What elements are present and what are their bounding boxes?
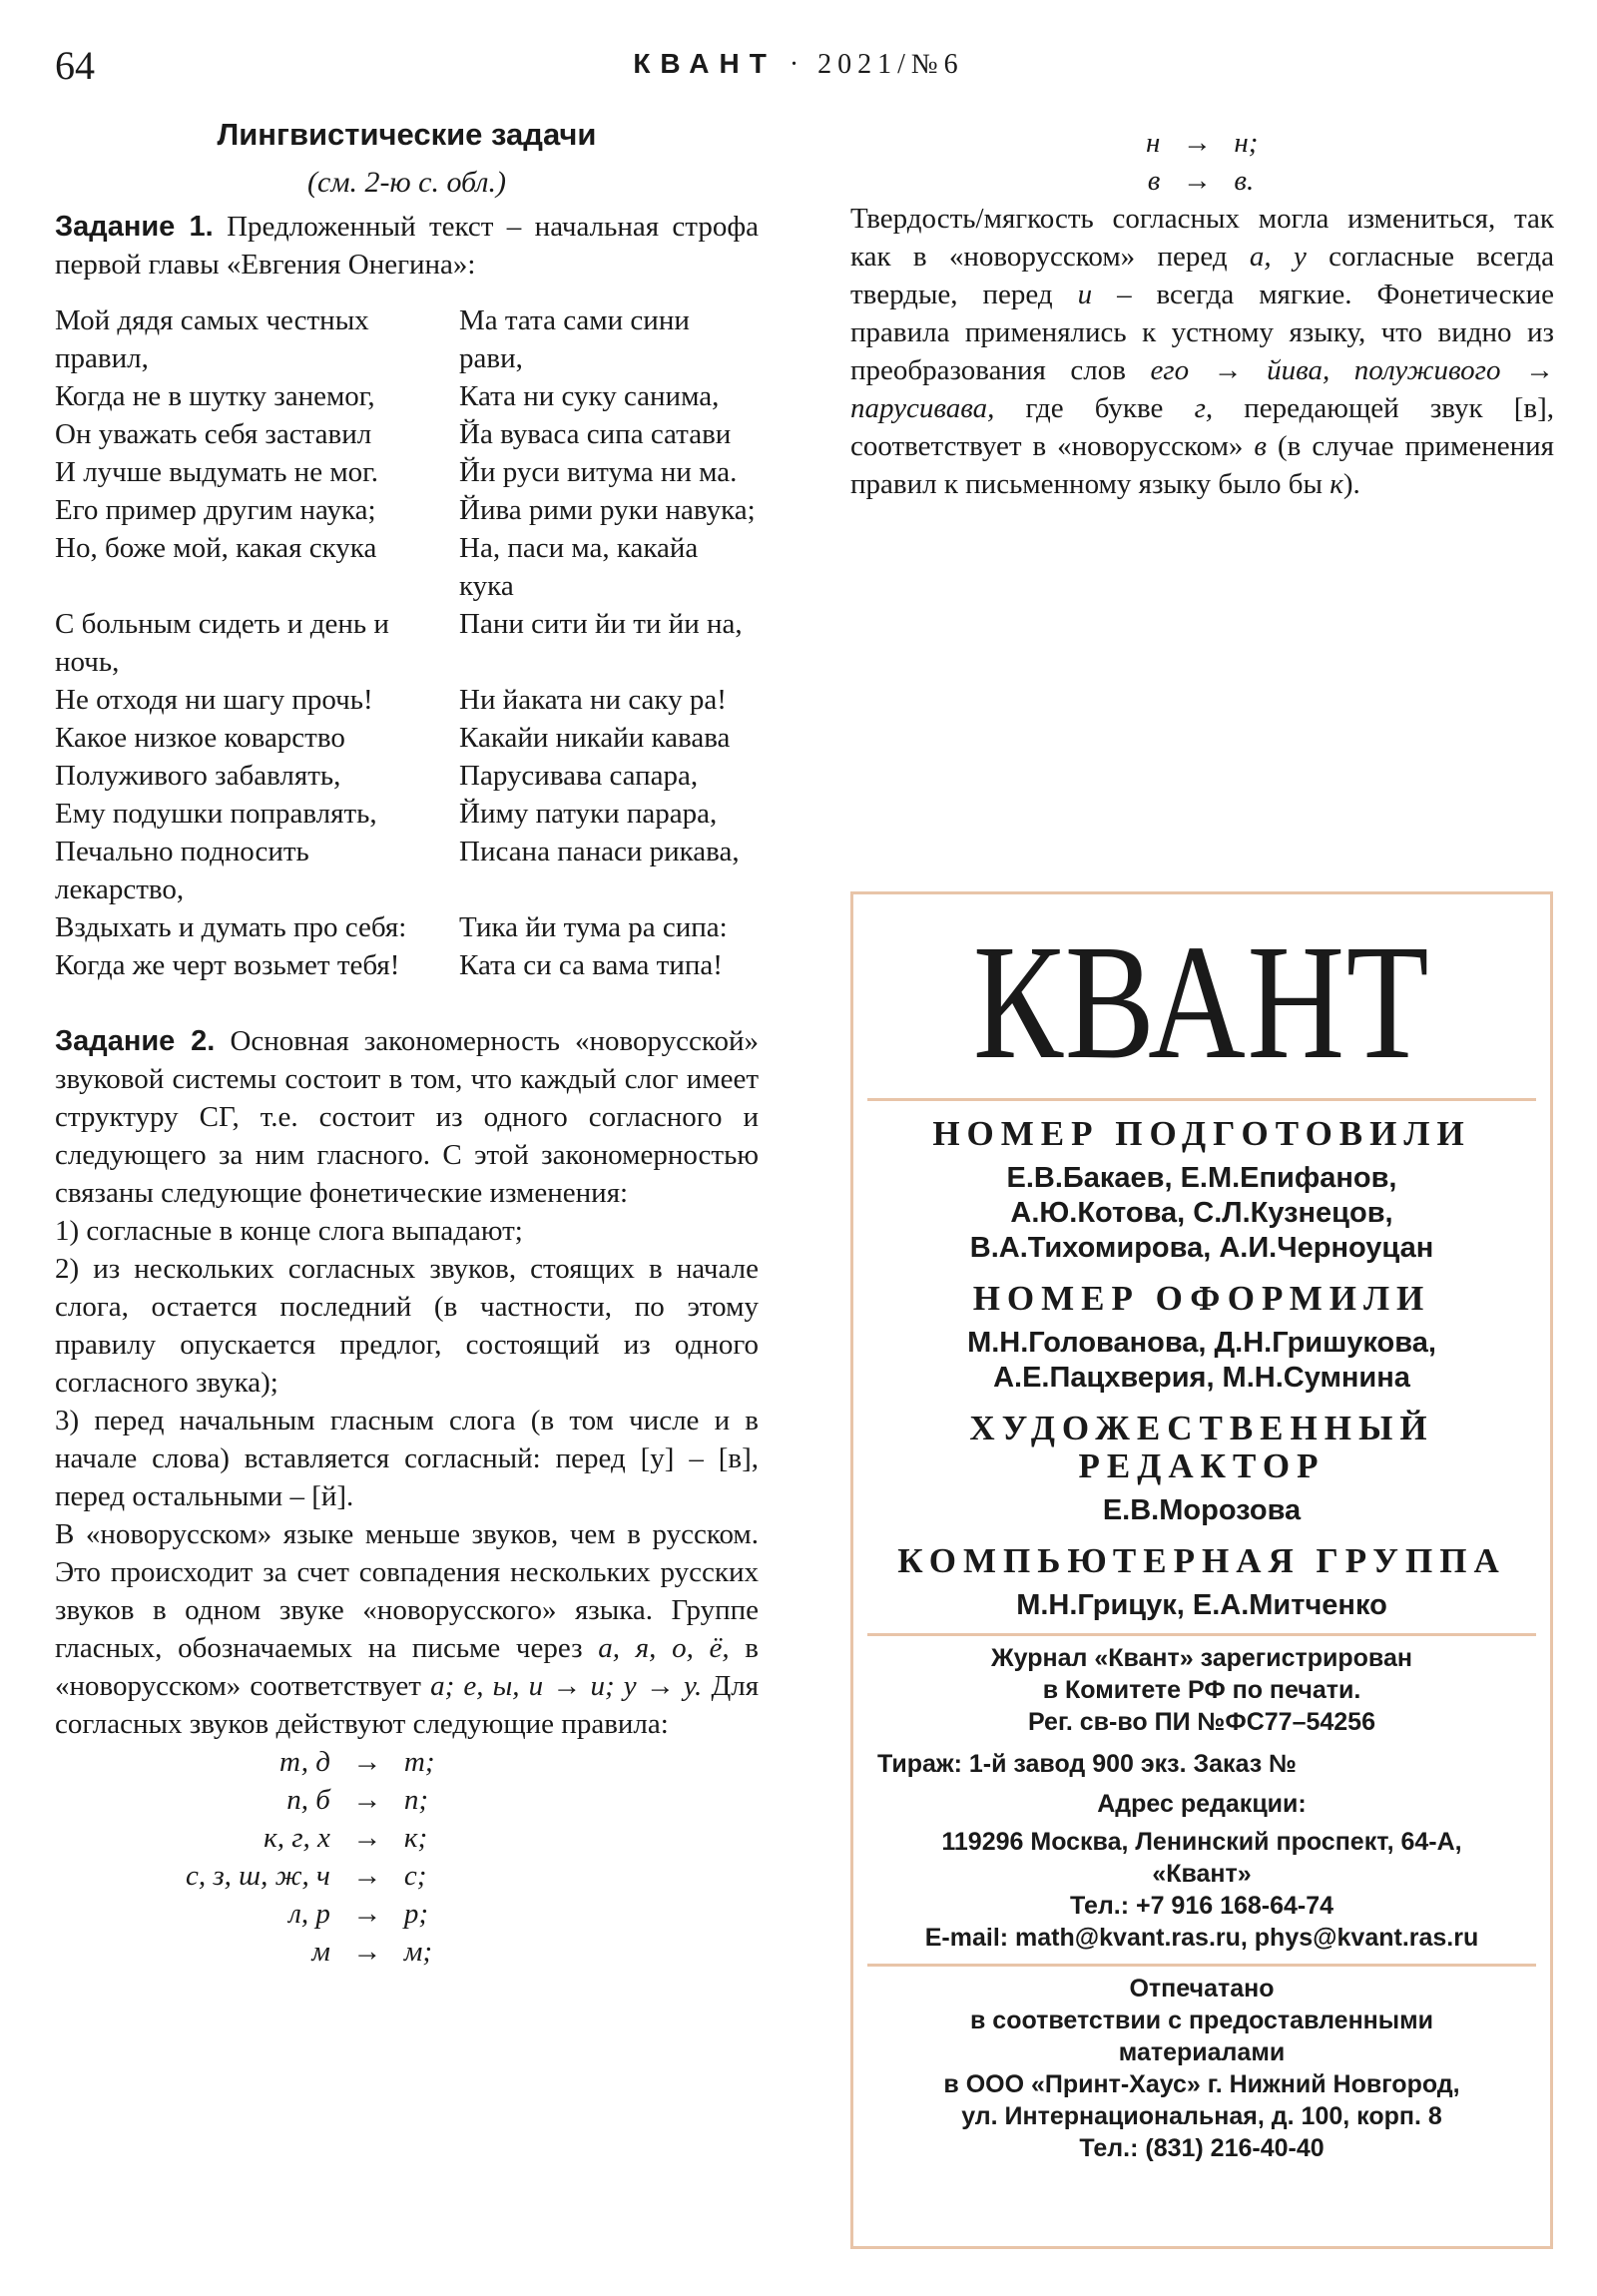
poem-row bbox=[55, 605, 759, 681]
printing-line: в соответствии с предоставленными bbox=[969, 2007, 1433, 2034]
consonant-rule bbox=[1140, 162, 1264, 200]
poem-line-novorussian: Ни йаката ни саку ра! bbox=[459, 684, 727, 716]
arrow-icon: → bbox=[352, 1822, 382, 1854]
names-line: В.А.Тихомирова, А.И.Черноуцан bbox=[969, 1232, 1434, 1264]
heading-line: ХУДОЖЕСТВЕННЫЙ bbox=[969, 1409, 1434, 1447]
text-fragment: (в случае применения правил к письменному языку было бы bbox=[850, 430, 1554, 500]
poem-line-russian: Ему подушки поправлять, bbox=[55, 798, 377, 830]
poem-line-novorussian: Йи руси витума ни ма. bbox=[459, 456, 738, 488]
text-fragment: в «новорусском» соответствует bbox=[55, 1632, 759, 1702]
poem-line-novorussian: Ката си са вама типа! bbox=[459, 949, 723, 981]
arrow-icon: → bbox=[552, 1670, 582, 1702]
printing-line: в ООО «Принт-Хаус» г. Нижний Новгород, bbox=[943, 2070, 1460, 2098]
rule-target: в. bbox=[1234, 165, 1255, 197]
text-fragment: Для согласных звуков действуют следующие правила: bbox=[55, 1670, 760, 1740]
poem-row bbox=[55, 946, 759, 984]
rule-source: м bbox=[311, 1936, 330, 1968]
vowel-group: и bbox=[1077, 279, 1093, 310]
left-column bbox=[55, 110, 759, 1971]
rule-source: л, р bbox=[288, 1898, 330, 1930]
arrow-icon: → bbox=[1182, 127, 1212, 159]
poem-row bbox=[55, 757, 759, 795]
rule-target: н; bbox=[1234, 127, 1259, 159]
consonant-rules-continued bbox=[1140, 124, 1264, 200]
heading-computer-group: КОМПЬЮТЕРНАЯ ГРУППА bbox=[897, 1541, 1506, 1580]
task1-text: Предложенный текст – начальная строфа первой главы «Евгения Онегина»: bbox=[55, 211, 759, 281]
rule-source: с, з, ш, ж, ч bbox=[186, 1860, 330, 1892]
address-heading: Адрес редакции: bbox=[1097, 1790, 1307, 1818]
vowel-group: а; е, ы, и bbox=[430, 1670, 544, 1702]
arrow-icon: → bbox=[352, 1746, 382, 1778]
rule-1: 1) согласные в конце слога выпадают; bbox=[55, 1215, 523, 1247]
names-computer-group: М.Н.Грицук, Е.А.Митченко bbox=[1016, 1589, 1387, 1621]
arrow-icon: → bbox=[352, 1784, 382, 1816]
poem-line-novorussian: Ма тата сами сини рави, bbox=[459, 304, 690, 374]
sounds-paragraph bbox=[55, 1515, 759, 1743]
poem-row bbox=[55, 491, 759, 529]
vowel-group: у. bbox=[684, 1670, 703, 1702]
names-line: А.Е.Пацхверия, М.Н.Сумнина bbox=[993, 1362, 1410, 1394]
poem-line-russian: Когда же черт возьмет тебя! bbox=[55, 949, 400, 981]
names-art-editor: Е.В.Морозова bbox=[1102, 1494, 1302, 1526]
divider bbox=[867, 1633, 1536, 1636]
poem-row bbox=[55, 833, 759, 908]
rule-source: т, д bbox=[279, 1746, 330, 1778]
text-fragment: – всегда мягкие. Фонетические правила применялись к устному языку, что видно из преобразования слов bbox=[850, 279, 1554, 386]
rule-target: т; bbox=[403, 1746, 435, 1778]
poem-line-russian: Когда не в шутку занемог, bbox=[55, 380, 375, 412]
printing-line: материалами bbox=[1118, 2038, 1286, 2066]
example-letter: в bbox=[1254, 430, 1268, 462]
poem-line-russian: Какое низкое коварство bbox=[55, 722, 345, 754]
poem-line-novorussian: Писана панаси рикава, bbox=[459, 836, 740, 867]
arrow-icon: → bbox=[1525, 354, 1555, 386]
rule-target: к; bbox=[403, 1822, 428, 1854]
poem-row bbox=[55, 681, 759, 719]
names-line: А.Ю.Котова, С.Л.Кузнецов, bbox=[1010, 1197, 1393, 1229]
rule-3: 3) перед начальным гласным слога (в том числе и в начале слова) вставляется согласный: перед [у] – [в], перед остальными – [й]. bbox=[55, 1405, 759, 1512]
registration-line: Рег. св-во ПИ №ФС77–54256 bbox=[1028, 1708, 1375, 1736]
poem-line-russian: Его пример другим наука; bbox=[55, 494, 376, 526]
imprint-box bbox=[850, 891, 1553, 2249]
consonant-rules bbox=[180, 1743, 441, 1971]
example-letter: к bbox=[1330, 468, 1343, 500]
poem-line-novorussian: Йиму патуки парара, bbox=[459, 798, 718, 830]
poem-line-novorussian: Парусивава сапара, bbox=[459, 760, 699, 792]
phone: Тел.: +7 916 168-64-74 bbox=[1069, 1892, 1334, 1920]
example-word: парусивава, bbox=[850, 392, 995, 424]
issue-number: · 2021/№6 bbox=[789, 49, 964, 80]
consonant-rule bbox=[180, 1743, 441, 1781]
text-fragment: передающей звук [в], соответствует в «новорусском» bbox=[850, 392, 1554, 462]
consonant-rule bbox=[180, 1781, 441, 1819]
poem-line-novorussian: На, паси ма, какайа кука bbox=[459, 532, 699, 602]
poem-line-novorussian: Тика йи тума ра сипа: bbox=[459, 911, 728, 943]
poem-row bbox=[55, 795, 759, 833]
heading-line: РЕДАКТОР bbox=[1078, 1446, 1326, 1485]
poem-row bbox=[55, 453, 759, 491]
divider bbox=[867, 1964, 1536, 1967]
page-number: 64 bbox=[55, 43, 95, 88]
address-line: «Квант» bbox=[1152, 1860, 1252, 1888]
poem-row bbox=[55, 377, 759, 415]
arrow-icon: → bbox=[352, 1860, 382, 1892]
vowel-group: а, я, о, ё, bbox=[598, 1632, 730, 1664]
rule-target: м; bbox=[403, 1936, 433, 1968]
names-line: М.Н.Голованова, Д.Н.Гришукова, bbox=[967, 1327, 1436, 1359]
printing-line: Отпечатано bbox=[1129, 1975, 1275, 2003]
registration bbox=[853, 1642, 1550, 1738]
poem-row bbox=[55, 529, 759, 605]
rule-target: р; bbox=[403, 1898, 429, 1930]
example-word: йива, полуживого bbox=[1267, 354, 1501, 386]
section-subtitle: (см. 2-ю с. обл.) bbox=[307, 166, 506, 199]
task2-text: Основная закономерность «новорусской» звуковой системы состоит в том, что каждый слог имеет структуру СГ, т.е. состоит из одного согласного и следующего за ним гласного. С этой закономерностью связаны следующие фонетические изменения: bbox=[55, 1025, 760, 1209]
poem-line-russian: Мой дядя самых честных правил, bbox=[55, 304, 369, 374]
task1-paragraph bbox=[55, 208, 759, 284]
poem-line-russian: Не отходя ни шагу прочь! bbox=[55, 684, 373, 716]
rule-source: в bbox=[1147, 165, 1161, 197]
vowel-group: а, у bbox=[1249, 241, 1307, 273]
printing-line: ул. Интернациональная, д. 100, корп. 8 bbox=[961, 2102, 1442, 2130]
consonant-rule bbox=[180, 1857, 441, 1895]
section-title: Лингвистические задачи bbox=[217, 117, 597, 152]
heading-art-editor bbox=[853, 1410, 1550, 1485]
rule-source: к, г, х bbox=[264, 1822, 330, 1854]
address-line: 119296 Москва, Ленинский проспект, 64-А, bbox=[941, 1828, 1462, 1856]
rule-target: п; bbox=[403, 1784, 429, 1816]
poem-line-novorussian: Ката ни суку санима, bbox=[459, 380, 720, 412]
poem-row bbox=[55, 719, 759, 757]
task1-label: Задание 1. bbox=[55, 211, 214, 243]
rule-source: н bbox=[1146, 127, 1161, 159]
text-fragment: где букве bbox=[994, 392, 1195, 424]
example-word: его bbox=[1150, 354, 1190, 386]
heading-prepared: НОМЕР ПОДГОТОВИЛИ bbox=[932, 1114, 1471, 1153]
consonant-rule bbox=[180, 1895, 441, 1933]
poem-line-novorussian: Какайи никайи кавава bbox=[459, 722, 731, 754]
poem-line-russian: С больным сидеть и день и ночь, bbox=[55, 608, 389, 678]
arrow-icon: → bbox=[1182, 165, 1212, 197]
right-column bbox=[850, 110, 1554, 503]
consonant-rule bbox=[180, 1819, 441, 1857]
text-fragment: В «новорусском» языке меньше звуков, чем в русском. Это происходит за счет совпадения нескольких русских звуков в одном звуке «новорусского» языка. Группе гласных, обозначаемых на письме через bbox=[55, 1518, 759, 1664]
rule-target: с; bbox=[403, 1860, 427, 1892]
journal-name: КВАНТ bbox=[633, 48, 777, 79]
poem-line-novorussian: Йа вуваса сипа сатави bbox=[459, 418, 732, 450]
email: E-mail: math@kvant.ras.ru, phys@kvant.ras.ru bbox=[924, 1924, 1479, 1952]
task2-paragraph bbox=[55, 1022, 759, 1212]
poem-line-russian: Полуживого забавлять, bbox=[55, 760, 341, 792]
poem-row bbox=[55, 301, 759, 377]
arrow-icon: → bbox=[1213, 354, 1243, 386]
rule-2: 2) из нескольких согласных звуков, стоящих в начале слога, остается последний (в частности, по этому правилу опускается предлог, состоящий из одного согласного звука); bbox=[55, 1253, 759, 1399]
poem-table bbox=[55, 301, 759, 984]
rule-source: п, б bbox=[286, 1784, 330, 1816]
poem-line-russian: Вздыхать и думать про себя: bbox=[55, 911, 407, 943]
poem-row bbox=[55, 415, 759, 453]
registration-line: в Комитете РФ по печати. bbox=[1042, 1676, 1361, 1704]
arrow-icon: → bbox=[352, 1898, 382, 1930]
arrow-icon: → bbox=[352, 1936, 382, 1968]
poem-line-novorussian: Пани сити йи ти йи на, bbox=[459, 608, 743, 640]
printing-info bbox=[853, 1973, 1550, 2164]
poem-line-russian: И лучше выдумать не мог. bbox=[55, 456, 379, 488]
softness-paragraph bbox=[850, 200, 1554, 503]
journal-logo: КВАНТ bbox=[972, 910, 1431, 1093]
printing-line: Тел.: (831) 216-40-40 bbox=[1079, 2134, 1325, 2162]
running-head bbox=[0, 48, 1597, 81]
heading-designed: НОМЕР ОФОРМИЛИ bbox=[972, 1279, 1431, 1318]
text-fragment: ). bbox=[1342, 468, 1360, 500]
text-fragment: Твердость/мягкость согласных могла измениться, так как в «новорусском» перед bbox=[850, 203, 1554, 273]
example-letter: г, bbox=[1194, 392, 1214, 424]
poem-line-novorussian: Йива рими руки навука; bbox=[459, 494, 756, 526]
names-designed bbox=[853, 1326, 1550, 1396]
poem-line-russian: Но, боже мой, какая скука bbox=[55, 532, 377, 564]
task2-label: Задание 2. bbox=[55, 1025, 216, 1057]
registration-line: Журнал «Квант» зарегистрирован bbox=[991, 1644, 1412, 1672]
consonant-rule bbox=[1140, 124, 1264, 162]
names-prepared bbox=[853, 1161, 1550, 1266]
address bbox=[853, 1826, 1550, 1954]
poem-row bbox=[55, 908, 759, 946]
poem-line-russian: Печально подносить лекарство, bbox=[55, 836, 309, 905]
vowel-group: и; у bbox=[590, 1670, 637, 1702]
names-line: Е.В.Бакаев, Е.М.Епифанов, bbox=[1006, 1162, 1397, 1194]
consonant-rule bbox=[180, 1933, 441, 1971]
arrow-icon: → bbox=[645, 1670, 675, 1702]
text-fragment: согласные всегда твердые, перед bbox=[850, 241, 1554, 310]
divider bbox=[867, 1098, 1536, 1101]
circulation: Тираж: 1-й завод 900 экз. Заказ № bbox=[877, 1750, 1298, 1778]
poem-line-russian: Он уважать себя заставил bbox=[55, 418, 372, 450]
